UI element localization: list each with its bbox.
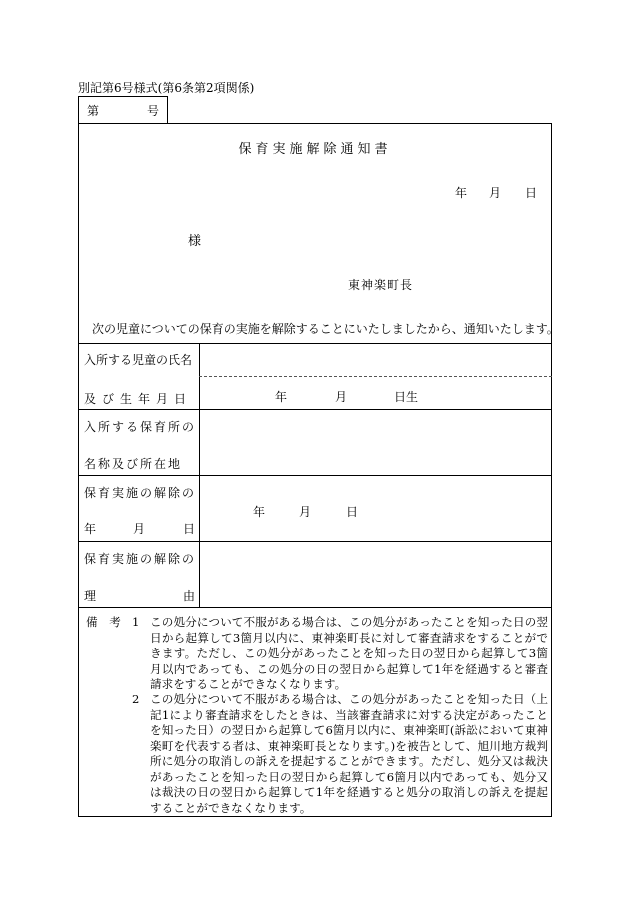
- release-date-month: 月: [299, 505, 312, 519]
- remark-number-1: 1: [132, 615, 140, 629]
- row3-label-month: 月: [133, 522, 146, 536]
- remark-text-2: この処分について不服がある場合は、この処分があったことを知った日（上記1により審査請求をしたときは、当該審査請求に対する決定があったことを知った日）の翌日から起算して6箇月以内に、東神楽町(訴訟において東神楽町を代表する者は、東神楽町長となります。)を被告として、旭川地方裁判所に処分の取消しの訴えを提起することができます。ただし、処分又は裁決があったことを知った日の翌日から起算して6箇月以内であっても、処分又は裁決の日の翌日から起算して1年を経過すると処分の取消しの訴えを提起することができなくなります。: [150, 692, 548, 815]
- row4-label-ri: 理: [84, 589, 97, 603]
- number-label-dai: 第: [87, 103, 100, 118]
- row3-label-day: 日: [183, 522, 196, 536]
- row2-label-line2: 名称及び所在地: [84, 457, 183, 471]
- notice-message: 次の児童についての保育の実施を解除することにいたしましたから、通知いたします。: [92, 322, 559, 336]
- row4-label-yu: 由: [183, 589, 196, 603]
- release-date-year: 年: [253, 505, 266, 519]
- row1-label-line1: 入所する児童の氏名: [84, 353, 193, 367]
- issue-date-month: 月: [489, 186, 502, 200]
- birth-month: 月: [335, 390, 348, 404]
- row3-label-line1: 保育実施の解除の: [84, 486, 197, 500]
- remark-number-2: 2: [132, 692, 140, 706]
- remark-text-1: この処分について不服がある場合は、この処分があったことを知った日の翌日から起算して3箇月以内に、東神楽町長に対して審査請求をすることができます。ただし、この処分があったことを知った日の翌日から起算して3箇月以内であっても、この処分の日の翌日から起算して1年を経過すると審査請求をすることができなくなります。: [150, 615, 548, 691]
- document-title: 保育実施解除通知書: [238, 142, 392, 157]
- issuer-name: 東神楽町長: [348, 278, 414, 292]
- birth-year: 年: [275, 390, 288, 404]
- row2-label-line1: 入所する保育所の: [84, 420, 197, 434]
- table-top-border: [78, 343, 552, 344]
- number-label-go: 号: [146, 103, 159, 118]
- label-column-divider: [199, 343, 200, 607]
- recipient-suffix: 様: [188, 234, 202, 249]
- issue-date-day: 日: [525, 186, 538, 200]
- form-caption: 別記第6号様式(第6条第2項関係): [78, 81, 255, 95]
- table-bottom-border: [78, 607, 552, 608]
- remarks-heading: 備 考: [86, 615, 121, 629]
- row-divider-3: [78, 541, 552, 542]
- row4-label-line1: 保育実施の解除の: [84, 552, 197, 566]
- name-birth-divider: [199, 376, 552, 377]
- number-box: [78, 96, 168, 124]
- row-divider-2: [78, 475, 552, 476]
- row3-label-year: 年: [84, 522, 97, 536]
- issue-date-year: 年: [455, 186, 468, 200]
- birth-day-suffix: 日生: [394, 390, 419, 404]
- row1-label-line2: 及び生年月日: [84, 392, 193, 406]
- release-date-day: 日: [346, 505, 359, 519]
- row-divider-1: [78, 409, 552, 410]
